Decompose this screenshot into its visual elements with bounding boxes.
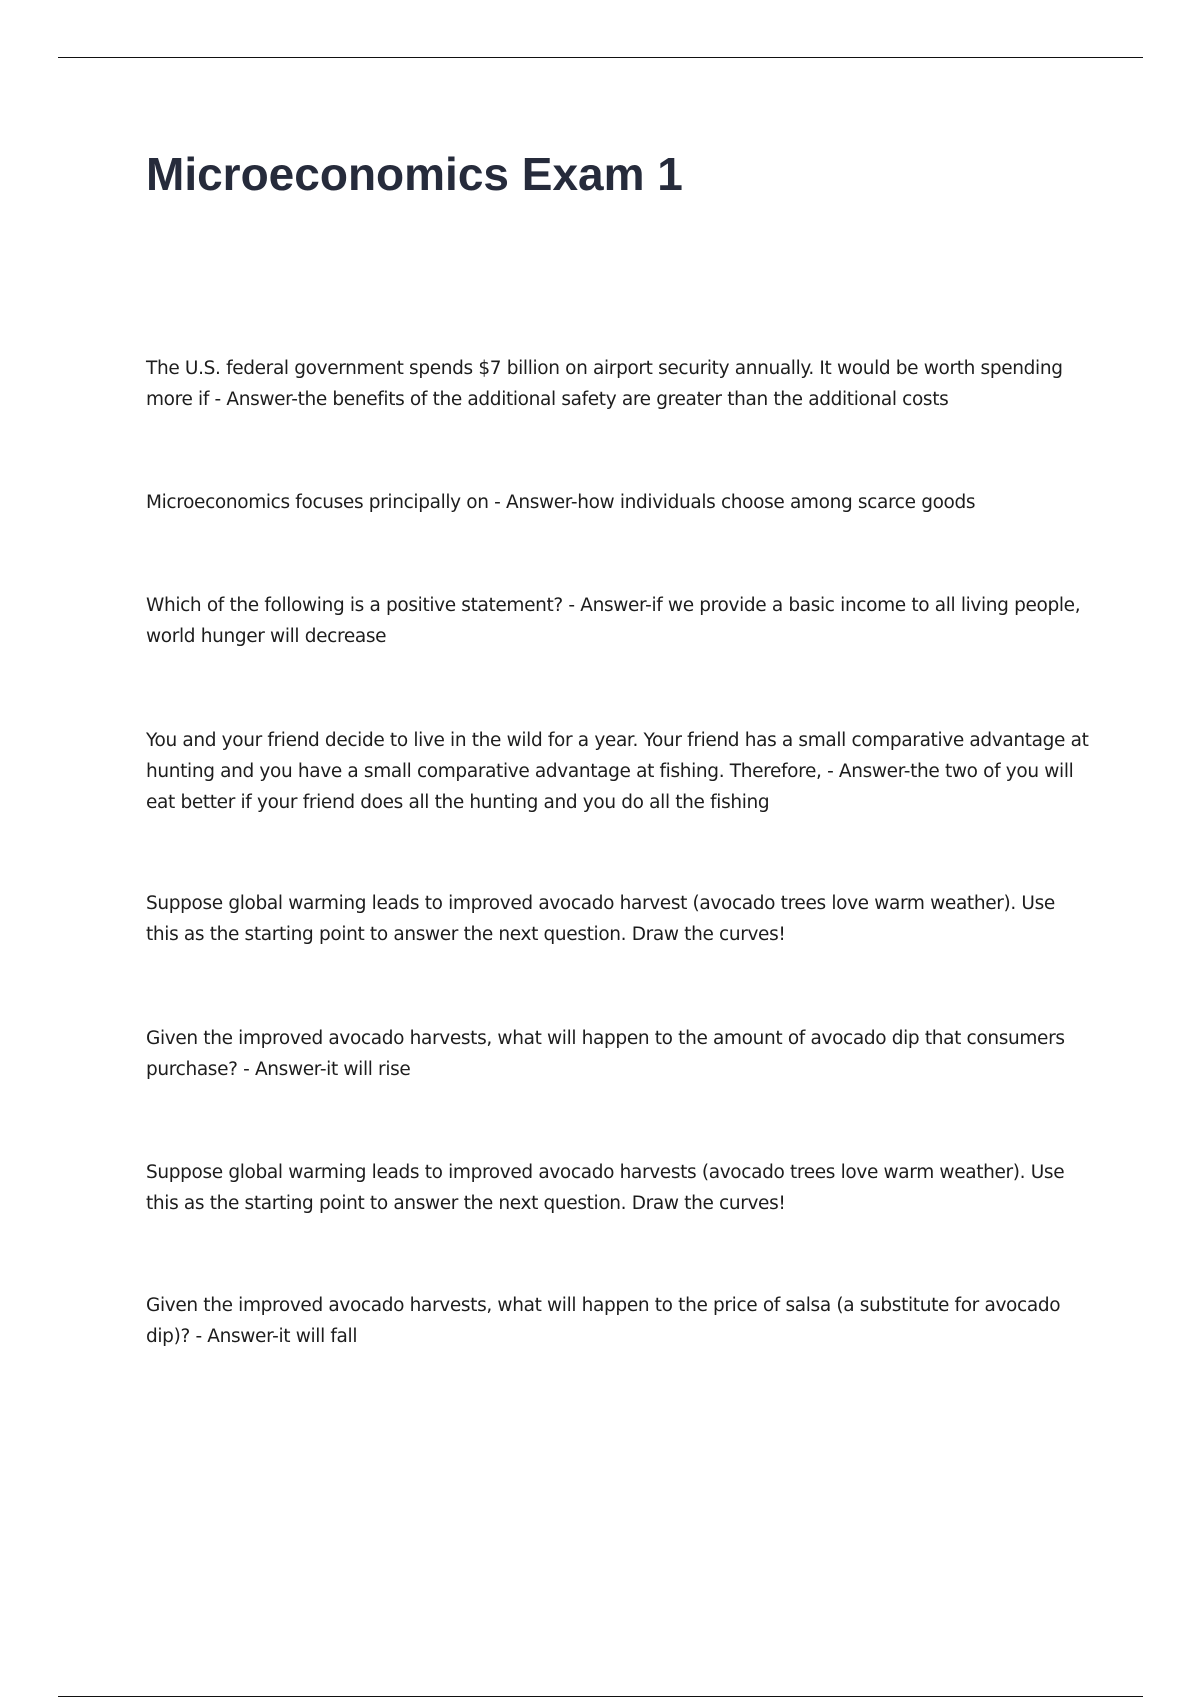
- top-divider: [58, 57, 1143, 58]
- question-paragraph-5: Suppose global warming leads to improved avocado harvest (avocado trees love warm weather). Use this as the starting point to answer the next question. Draw the curves!: [146, 893, 1055, 945]
- question-paragraph-3: Which of the following is a positive statement? - Answer-if we provide a basic income to all living people, world hunger will decrease: [146, 595, 1081, 647]
- question-paragraph-7: Suppose global warming leads to improved avocado harvests (avocado trees love warm weather). Use this as the starting point to answer the next question. Draw the curves!: [146, 1162, 1065, 1214]
- question-paragraph-2: Microeconomics focuses principally on - Answer-how individuals choose among scarce goods: [146, 492, 976, 513]
- question-paragraph-8: Given the improved avocado harvests, what will happen to the price of salsa (a substitute for avocado dip)? - Answer-it will fall: [146, 1295, 1061, 1347]
- question-paragraph-1: The U.S. federal government spends $7 billion on airport security annually. It would be worth spending more if - Answer-the benefits of the additional safety are greater than the additional costs: [146, 358, 1063, 410]
- question-paragraph-6: Given the improved avocado harvests, what will happen to the amount of avocado dip that consumers purchase? - Answer-it will rise: [146, 1028, 1065, 1080]
- question-paragraph-4: You and your friend decide to live in the wild for a year. Your friend has a small comparative advantage at hunting and you have a small comparative advantage at fishing. Therefore, - Answer-the two of you will eat better if your friend does all the hunting and you do all the fishing: [146, 730, 1089, 813]
- bottom-divider: [58, 1696, 1143, 1697]
- page-title: Microeconomics Exam 1: [146, 148, 683, 200]
